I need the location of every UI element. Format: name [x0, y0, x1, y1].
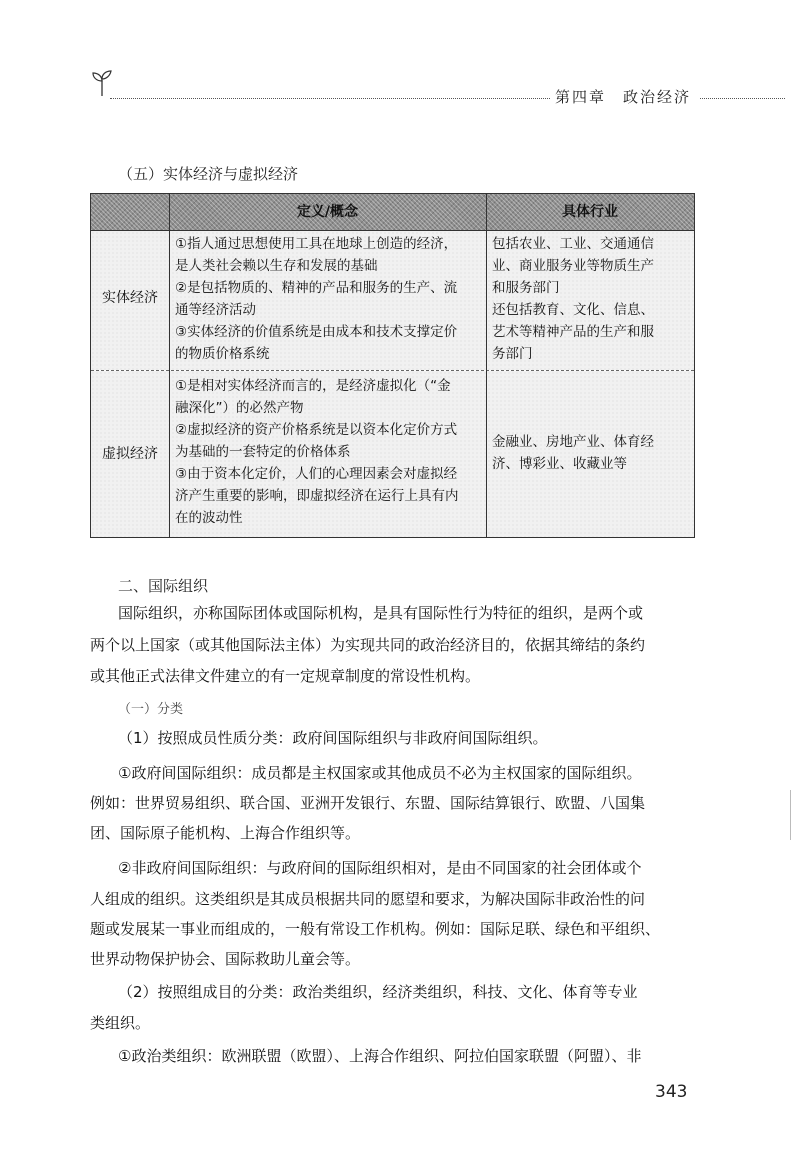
paragraph-line: 国际组织，亦称国际团体或国际机构，是具有国际性行为特征的组织，是两个或: [118, 604, 644, 622]
text-line: 在的波动性: [175, 510, 243, 526]
text-line: ②是包括物质的、精神的产品和服务的生产、流: [175, 280, 458, 296]
text-line: 通等经济活动: [175, 302, 256, 318]
column-divider: [486, 194, 487, 537]
text-line: 艺术等精神产品的生产和服: [492, 324, 654, 340]
header-rule-right: [700, 98, 785, 99]
page-number: 343: [655, 1082, 688, 1102]
text-line: ②虚拟经济的资产价格系统是以资本化定价方式: [175, 422, 458, 438]
text-line: 和服务部门: [492, 280, 560, 296]
paragraph-line: ②非政府间国际组织：与政府间的国际组织相对，是由不同国家的社会团体或个: [118, 859, 642, 877]
text-line: 还包括教育、文化、信息、: [492, 302, 654, 318]
text-line: 务部门: [492, 346, 533, 362]
chapter-title: 第四章 政治经济: [555, 88, 692, 106]
column-divider: [169, 194, 170, 537]
paragraph-line: 题或发展某一事业而组成的，一般有常设工作机构。例如：国际足联、绿色和平组织、: [90, 920, 661, 938]
paragraph-line: 例如：世界贸易组织、联合国、亚洲开发银行、东盟、国际结算银行、欧盟、八国集: [90, 794, 646, 812]
text-line: 济、博彩业、收藏业等: [492, 456, 627, 472]
definition-cell: [175, 375, 459, 529]
column-header-definition: 定义/概念: [296, 204, 359, 220]
paragraph-line: ①政治类组织：欧洲联盟（欧盟）、上海合作组织、阿拉伯国家联盟（阿盟）、非: [118, 1047, 642, 1065]
row-label: 实体经济: [102, 290, 158, 306]
text-line: ③实体经济的价值系统是由成本和技术支撑定价: [175, 324, 458, 340]
paragraph-line: （2）按照组成目的分类：政治类组织，经济类组织，科技、文化、体育等专业: [118, 983, 638, 1001]
paragraph-line: 世界动物保护协会、国际救助儿童会等。: [90, 950, 361, 968]
text-line: 业、商业服务业等物质生产: [492, 258, 654, 274]
paragraph-line: 类组织。: [90, 1014, 151, 1032]
paragraph-line: （1）按照成员性质分类：政府间国际组织与非政府间国际组织。: [118, 729, 548, 747]
industry-cell: [492, 233, 654, 365]
paragraph-line: 团、国际原子能机构、上海合作组织等。: [90, 824, 361, 842]
industry-cell: [492, 431, 654, 475]
text-line: 济产生重要的影响，即虚拟经济在运行上具有内: [175, 488, 459, 504]
header-rule-left: [110, 98, 550, 99]
section-heading: 二、国际组织: [118, 577, 209, 595]
paragraph-line: 人组成的组织。这类组织是其成员根据共同的愿望和要求，为解决国际非政治性的问: [90, 890, 646, 908]
text-line: 为基础的一套特定的价格体系: [175, 444, 351, 460]
section-heading: （五）实体经济与虚拟经济: [118, 165, 299, 183]
paragraph-line: 两个以上国家（或其他国际法主体）为实现共同的政治经济目的，依据其缔结的条约: [90, 636, 646, 654]
text-line: ①是相对实体经济而言的，是经济虚拟化（“金: [175, 378, 451, 394]
sprout-icon: [90, 68, 114, 98]
subsection-heading: （一）分类: [118, 702, 184, 717]
definition-cell: [175, 233, 457, 365]
text-line: 的物质价格系统: [175, 346, 270, 362]
text-line: 金融业、房地产业、体育经: [492, 434, 654, 450]
table-header: [91, 194, 694, 231]
table-row: [91, 231, 694, 370]
row-label: 虚拟经济: [102, 446, 158, 462]
text-line: 包括农业、工业、交通通信: [492, 236, 654, 252]
column-header-industry: 具体行业: [562, 204, 618, 220]
text-line: ①指人通过思想使用工具在地球上创造的经济，: [175, 236, 458, 252]
table-row: [91, 371, 694, 537]
text-line: ③由于资本化定价，人们的心理因素会对虚拟经: [175, 466, 458, 482]
paragraph-line: ①政府间国际组织：成员都是主权国家或其他成员不必为主权国家的国际组织。: [118, 764, 642, 782]
text-line: 融深化”）的必然产物: [175, 400, 304, 416]
paragraph-line: 或其他正式法律文件建立的有一定规章制度的常设性机构。: [90, 667, 481, 685]
comparison-table: [90, 193, 695, 538]
text-line: 是人类社会赖以生存和发展的基础: [175, 258, 378, 274]
scan-margin-mark: [790, 790, 791, 840]
